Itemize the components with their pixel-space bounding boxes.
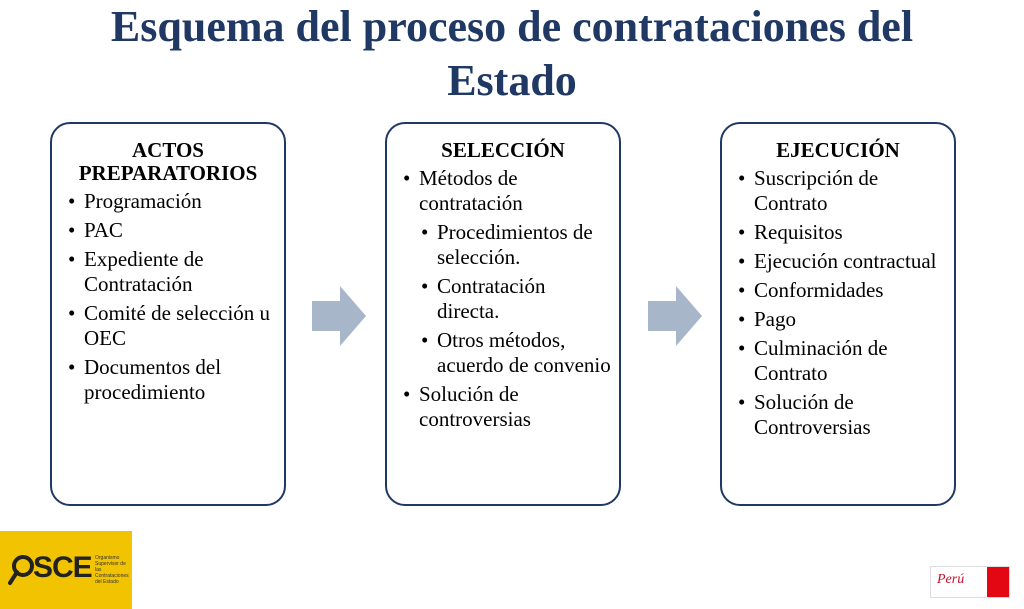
list-item: • Culminación de Contrato — [734, 336, 946, 386]
stage-title-line: SELECCIÓN — [441, 138, 565, 162]
osce-o-icon — [8, 553, 34, 587]
list-item: • Ejecución contractual — [734, 249, 946, 274]
osce-logo — [0, 531, 132, 609]
list-item: • Programación — [64, 189, 276, 214]
list-item: • Pago — [734, 307, 946, 332]
stage-box-ejecucion — [720, 122, 956, 506]
stage-title-line: EJECUCIÓN — [776, 138, 900, 162]
right-arrow-icon — [648, 286, 702, 346]
stage-title — [52, 139, 284, 185]
sub-list-item: • Contratación directa. — [419, 274, 611, 324]
osce-logo-caption: Organismo Supervisor de las Contrataciones del Estado — [95, 555, 129, 585]
list-item: • Conformidades — [734, 278, 946, 303]
page-title — [0, 0, 1024, 108]
stage-list — [64, 189, 276, 405]
stage-title — [387, 139, 619, 162]
page-title-line-1: Esquema del proceso de contrataciones del — [110, 2, 914, 51]
list-item: • Expediente de Contratación — [64, 247, 276, 297]
page-title-line-2: Estado — [447, 56, 577, 105]
sub-list — [419, 220, 611, 378]
peru-logo-text: Perú — [937, 572, 965, 587]
list-item: • Comité de selección u OEC — [64, 301, 276, 351]
list-item — [399, 166, 611, 378]
list-item: • PAC — [64, 218, 276, 243]
right-arrow-icon — [312, 286, 366, 346]
stage-list — [399, 166, 611, 432]
osce-logo-text: SCE — [33, 551, 92, 584]
list-item: • Suscripción de Contrato — [734, 166, 946, 216]
sub-list-item: • Otros métodos, acuerdo de convenio — [419, 328, 611, 378]
stage-title-line: ACTOS — [132, 138, 204, 162]
stage-title — [722, 139, 954, 162]
list-item-label: Métodos de contratación — [419, 166, 523, 215]
list-item: • Solución de Controversias — [734, 390, 946, 440]
list-item: • Requisitos — [734, 220, 946, 245]
stage-list — [734, 166, 946, 440]
stage-box-seleccion — [385, 122, 621, 506]
peru-logo-flag — [987, 567, 1009, 597]
list-item: • Documentos del procedimiento — [64, 355, 276, 405]
sub-list-item: • Procedimientos de selección. — [419, 220, 611, 270]
list-item: • Solución de controversias — [399, 382, 611, 432]
stage-box-actos-preparatorios — [50, 122, 286, 506]
peru-logo — [930, 566, 1010, 598]
stage-title-line: PREPARATORIOS — [78, 161, 258, 185]
